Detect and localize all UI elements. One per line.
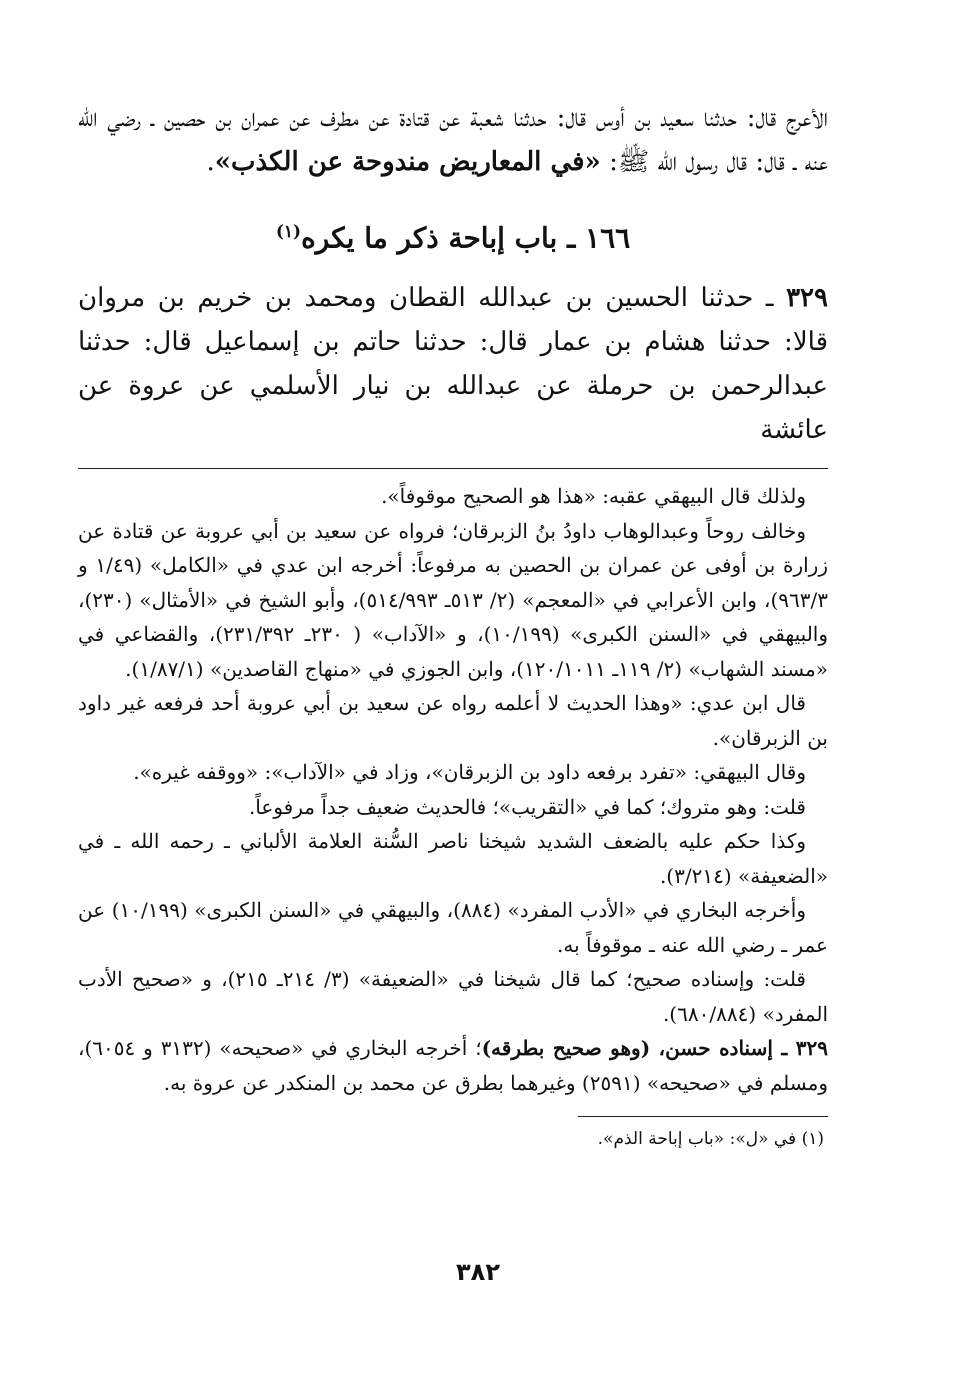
note-hadith-329 — [78, 1031, 828, 1100]
note-paragraph: وأخرجه البخاري في «الأدب المفرد» (٨٨٤)، والبيهقي في «السنن الكبرى» (١٠/١٩٩) عن عمر ـ رضي الله عنه ـ موقوفاً به. — [78, 898, 828, 957]
hadith-paragraph-2 — [78, 276, 828, 452]
hadith-paragraph-1 — [78, 96, 828, 184]
note-paragraph: قلت: وإسناده صحيح؛ كما قال شيخنا في «الضعيفة» (٣/ ٢١٤ـ ٢١٥)، و «صحيح الأدب المفرد» (٦٨٠/٨٨٤). — [78, 967, 828, 1026]
note-paragraph: وخالف روحاً وعبدالوهاب داودُ بنُ الزبرقان؛ فرواه عن سعيد بن أبي عروبة عن قتادة عن زرارة بن أوفى عن عمران بن الحصين به مرفوعاً: أخرجه ابن عدي في «الكامل» (١/٤٩ و ٩٦٣/٣)، وابن الأعرابي في «المعجم» (٢/ ٥١٣ـ ٥١٤/٩٩٣)، وأبو الشيخ في «الأمثال» (٢٣٠)، والبيهقي في «السنن الكبرى» (١٠/١٩٩)، و «الآداب» ( ٢٣٠ـ ٢٣١/٣٩٢)، والقضاعي في «مسند الشهاب» (٢/ ١١٩ـ ١٢٠/١٠١١)، وابن الجوزي في «منهاج القاصدين» (١/٨٧/١). — [78, 518, 829, 681]
notes-separator — [78, 468, 828, 469]
note-paragraph: قلت: وهو متروك؛ كما في «التقريب»؛ فالحديث ضعيف جداً مرفوعاً. — [248, 794, 806, 819]
page-content — [78, 96, 828, 1153]
chapter-footnote-mark: (١) — [275, 222, 302, 242]
chapter-heading — [78, 210, 828, 260]
note-grading: ـ إسناده حسن، (وهو صحيح بطرقه) — [481, 1036, 796, 1061]
note-paragraph: وكذا حكم عليه بالضعف الشديد شيخنا ناصر السُّنة العلامة الألباني ـ رحمه الله ـ في «الضعيفة» (٣/٢١٤). — [78, 829, 828, 888]
hadith-matn: «في المعاريض مندوحة عن الكذب» — [214, 147, 601, 177]
note-paragraph: قال ابن عدي: «وهذا الحديث لا أعلمه رواه عن سعيد بن أبي عروبة أحد فرفعه غير داود بن الزبرقان». — [78, 691, 828, 750]
footnote: (١) في «ل»: «باب إباحة الذم». — [597, 1129, 824, 1150]
page-number: ٣٨٢ — [456, 1258, 500, 1286]
chapter-title: ١٦٦ ـ باب إباحة ذكر ما يكره — [301, 221, 631, 255]
note-hadith-number: ٣٢٩ — [795, 1036, 828, 1061]
hadith-end: . — [206, 147, 215, 177]
note-paragraph: وقال البيهقي: «تفرد برفعه داود بن الزبرقان»، وزاد في «الآداب»: «ووقفه غيره». — [133, 760, 806, 785]
footnote-separator — [578, 1116, 828, 1117]
note-paragraph: ولذلك قال البيهقي عقبه: «هذا هو الصحيح موقوفاً». — [381, 484, 806, 509]
note-takhrij: ؛ أخرجه البخاري في «صحيحه» (٣١٣٢ و ٦٠٥٤)، ومسلم في «صحيحه» (٢٥٩١) وغيرهما بطرق عن محمد بن المنكدر عن عروة به. — [78, 1036, 828, 1095]
hadith-text: الأعرج قال: حدثنا سعيد بن أوس قال: حدثنا شعبة عن قتادة عن مطرف عن عمران بن حصين ـ رضي الله عنه ـ قال: قال رسول الله ﷺ: — [78, 103, 828, 177]
commentary-notes — [78, 479, 828, 1100]
hadith-number: ٣٢٩ — [786, 283, 828, 314]
hadith-isnad: ـ حدثنا الحسين بن عبدالله القطان ومحمد بن خريم بن مروان قالا: حدثنا هشام بن عمار قال: حدثنا حاتم بن إسماعيل قال: حدثنا عبدالرحمن بن حرملة عن عبدالله بن نيار الأسلمي عن عروة عن عائشة — [78, 283, 828, 446]
main-text — [78, 96, 828, 452]
